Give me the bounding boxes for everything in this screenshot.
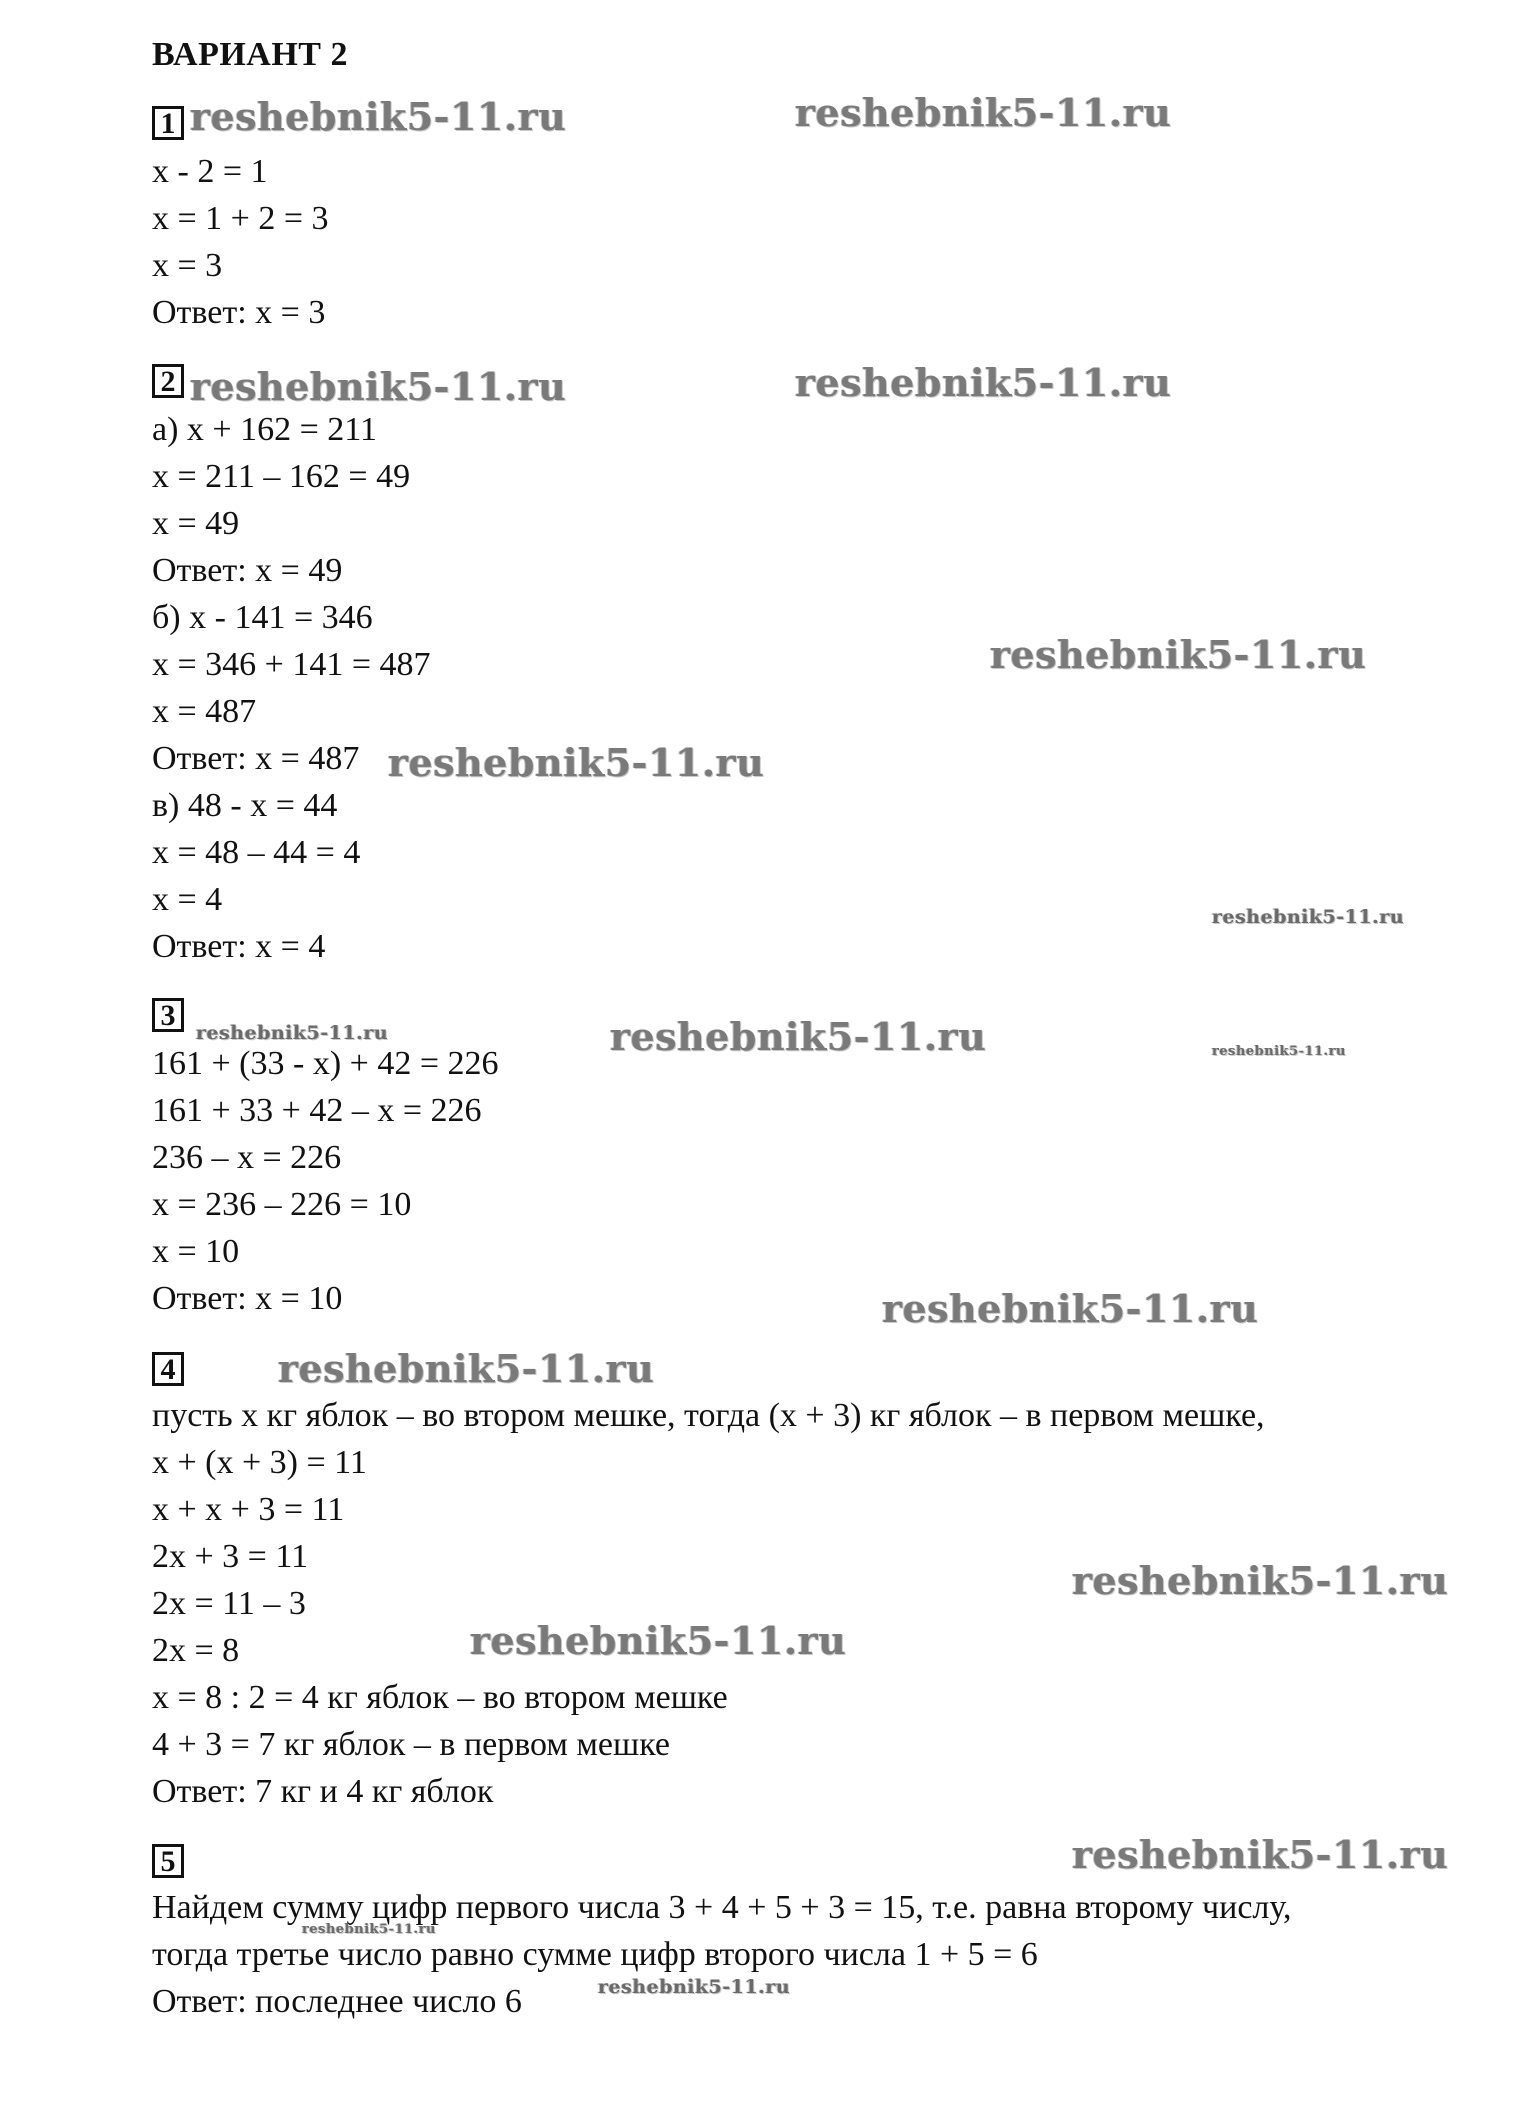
solution-line: x = 48 – 44 = 4 <box>152 834 361 871</box>
solution-line: x = 487 <box>152 693 257 730</box>
task-number-box: 4 <box>152 1352 184 1386</box>
task-number-box: 3 <box>152 998 184 1032</box>
answer-line: Ответ: последнее число 6 <box>152 1983 522 2020</box>
solution-line: x - 2 = 1 <box>152 153 268 190</box>
solution-line: x + (x + 3) = 11 <box>152 1444 367 1481</box>
task-number-box: 5 <box>152 1844 184 1878</box>
answer-line: Ответ: x = 10 <box>152 1280 343 1317</box>
solution-line: пусть x кг яблок – во втором мешке, тогда (x + 3) кг яблок – в первом мешке, <box>152 1397 1265 1434</box>
answer-line: Ответ: x = 4 <box>152 928 326 965</box>
watermark-text: reshebnik5-11.ru <box>795 90 1172 135</box>
solution-line: 161 + 33 + 42 – x = 226 <box>152 1092 482 1129</box>
watermark-text: reshebnik5-11.ru <box>598 1976 791 1998</box>
watermark-text: reshebnik5-11.ru <box>196 1022 389 1044</box>
solution-line: б) x - 141 = 346 <box>152 599 373 636</box>
solution-line: x = 49 <box>152 505 240 542</box>
answer-line: Ответ: 7 кг и 4 кг яблок <box>152 1773 494 1810</box>
watermark-text: reshebnik5-11.ru <box>1072 1558 1449 1603</box>
solution-line: а) x + 162 = 211 <box>152 411 378 448</box>
solution-line: в) 48 - x = 44 <box>152 787 338 824</box>
watermark-text: reshebnik5-11.ru <box>1212 1044 1347 1059</box>
watermark-text: reshebnik5-11.ru <box>190 94 567 139</box>
solution-line: x = 1 + 2 = 3 <box>152 200 329 237</box>
watermark-text: reshebnik5-11.ru <box>302 1922 437 1937</box>
watermark-text: reshebnik5-11.ru <box>1072 1832 1449 1877</box>
answer-line: Ответ: x = 49 <box>152 552 343 589</box>
solution-line: 2x = 8 <box>152 1632 240 1669</box>
solution-line: x = 4 <box>152 881 223 918</box>
solution-line: x = 236 – 226 = 10 <box>152 1186 412 1223</box>
solution-line: 2x + 3 = 11 <box>152 1538 309 1575</box>
watermark-text: reshebnik5-11.ru <box>882 1286 1259 1331</box>
watermark-text: reshebnik5-11.ru <box>388 740 765 785</box>
solution-line: 161 + (33 - x) + 42 = 226 <box>152 1045 499 1082</box>
solution-line: x + x + 3 = 11 <box>152 1491 345 1528</box>
watermark-text: reshebnik5-11.ru <box>190 364 567 409</box>
task-number-box: 2 <box>152 364 184 398</box>
solution-line: x = 211 – 162 = 49 <box>152 458 411 495</box>
watermark-text: reshebnik5-11.ru <box>470 1618 847 1663</box>
solution-line: 4 + 3 = 7 кг яблок – в первом мешке <box>152 1726 670 1763</box>
watermark-text: reshebnik5-11.ru <box>278 1346 655 1391</box>
task-number-box: 1 <box>152 106 184 140</box>
solution-line: x = 10 <box>152 1233 240 1270</box>
solution-line: 2x = 11 – 3 <box>152 1585 306 1622</box>
watermark-text: reshebnik5-11.ru <box>1212 906 1405 928</box>
page-title: ВАРИАНТ 2 <box>152 36 348 73</box>
watermark-text: reshebnik5-11.ru <box>795 360 1172 405</box>
answer-line: Ответ: x = 3 <box>152 294 326 331</box>
watermark-text: reshebnik5-11.ru <box>990 632 1367 677</box>
solution-line: Найдем сумму цифр первого числа 3 + 4 + 5 + 3 = 15, т.е. равна второму числу, <box>152 1889 1292 1926</box>
solution-line: x = 8 : 2 = 4 кг яблок – во втором мешке <box>152 1679 728 1716</box>
solution-line: x = 3 <box>152 247 223 284</box>
solution-line: 236 – x = 226 <box>152 1139 342 1176</box>
solution-line: тогда третье число равно сумме цифр второго числа 1 + 5 = 6 <box>152 1936 1038 1973</box>
solution-line: x = 346 + 141 = 487 <box>152 646 431 683</box>
watermark-text: reshebnik5-11.ru <box>610 1014 987 1059</box>
answer-line: Ответ: x = 487 <box>152 740 360 777</box>
